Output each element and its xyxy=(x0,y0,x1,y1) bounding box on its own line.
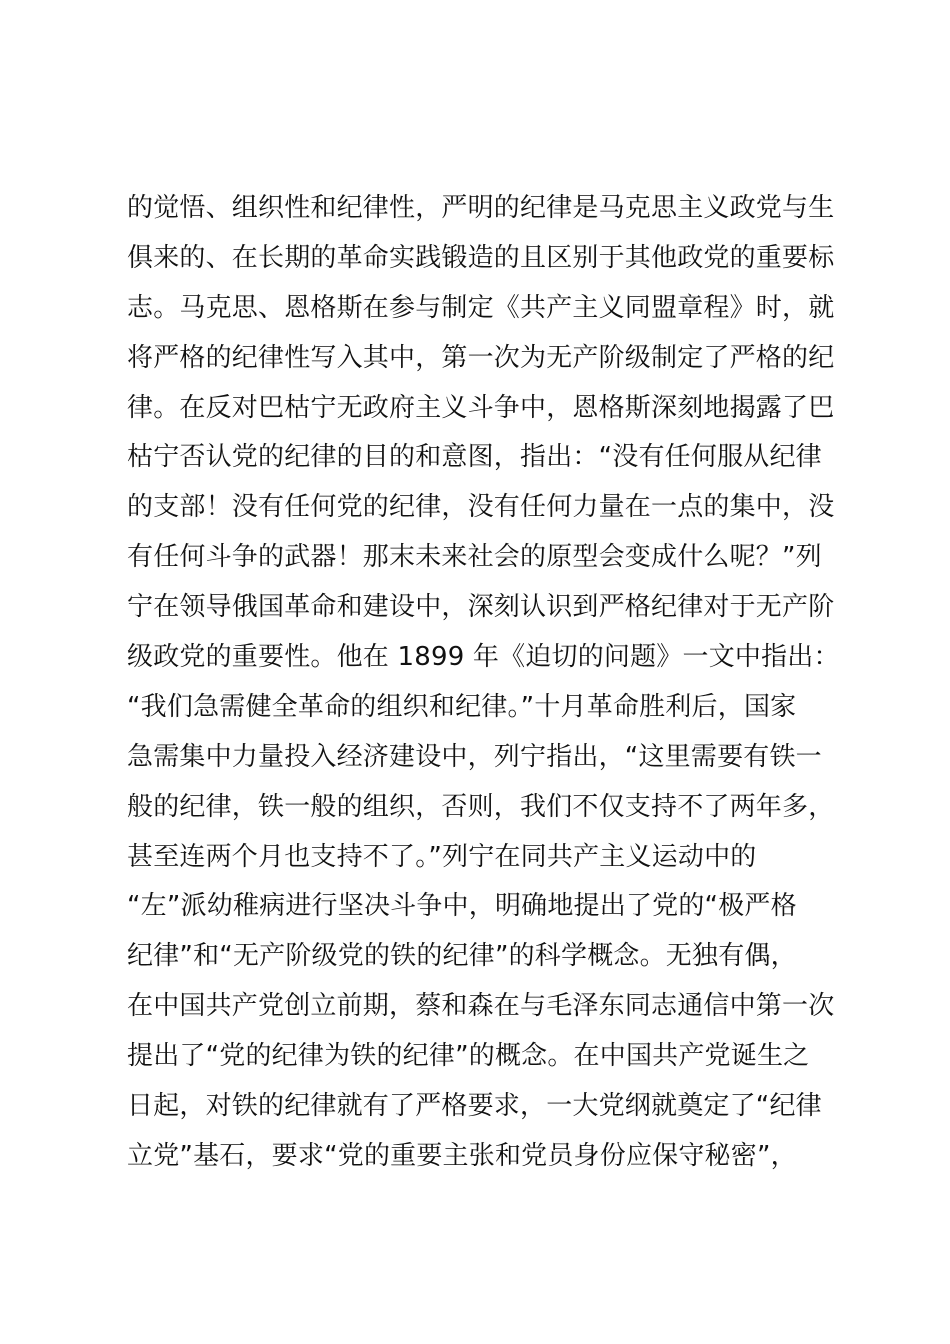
text-line: 的支部！没有任何党的纪律，没有任何力量在一点的集中，没 xyxy=(127,492,835,523)
text-line: 提出了“党的纪律为铁的纪律”的概念。在中国共产党诞生之 xyxy=(127,1041,810,1072)
text-line: 律。在反对巴枯宁无政府主义斗争中，恩格斯深刻地揭露了巴 xyxy=(127,392,835,423)
text-line: 急需集中力量投入经济建设中，列宁指出，“这里需要有铁一 xyxy=(127,741,822,772)
text-line: 宁在领导俄国革命和建设中，深刻认识到严格纪律对于无产阶 xyxy=(127,592,835,623)
text-line: “我们急需健全革命的组织和纪律。”十月革命胜利后，国家 xyxy=(127,691,797,722)
body-paragraph xyxy=(127,184,840,1182)
text-line: 级政党的重要性。他在 1899 年《迫切的问题》一文中指出： xyxy=(127,642,840,673)
text-line: 有任何斗争的武器！那末未来社会的原型会变成什么呢？”列 xyxy=(127,542,822,573)
text-line: 日起，对铁的纪律就有了严格要求，一大党纲就奠定了“纪律 xyxy=(127,1091,822,1122)
text-line: 枯宁否认党的纪律的目的和意图，指出：“没有任何服从纪律 xyxy=(127,442,822,473)
text-line: 志。马克思、恩格斯在参与制定《共产主义同盟章程》时，就 xyxy=(127,292,835,323)
text-line: 俱来的、在长期的革命实践锻造的且区别于其他政党的重要标 xyxy=(127,242,835,273)
text-line: 将严格的纪律性写入其中，第一次为无产阶级制定了严格的纪 xyxy=(127,342,835,373)
text-line: 立党”基石，要求“党的重要主张和党员身份应保守秘密”， xyxy=(127,1140,797,1171)
text-line: “左”派幼稚病进行坚决斗争中，明确地提出了党的“极严格 xyxy=(127,891,797,922)
text-line: 的觉悟、组织性和纪律性，严明的纪律是马克思主义政党与生 xyxy=(127,193,835,223)
text-line: 在中国共产党创立前期，蔡和森在与毛泽东同志通信中第一次 xyxy=(127,991,835,1022)
text-line: 甚至连两个月也支持不了。”列宁在同共产主义运动中的 xyxy=(127,841,757,872)
text-line: 纪律”和“无产阶级党的铁的纪律”的科学概念。无独有偶， xyxy=(127,941,797,972)
text-line: 般的纪律，铁一般的组织，否则，我们不仅支持不了两年多， xyxy=(127,791,835,822)
